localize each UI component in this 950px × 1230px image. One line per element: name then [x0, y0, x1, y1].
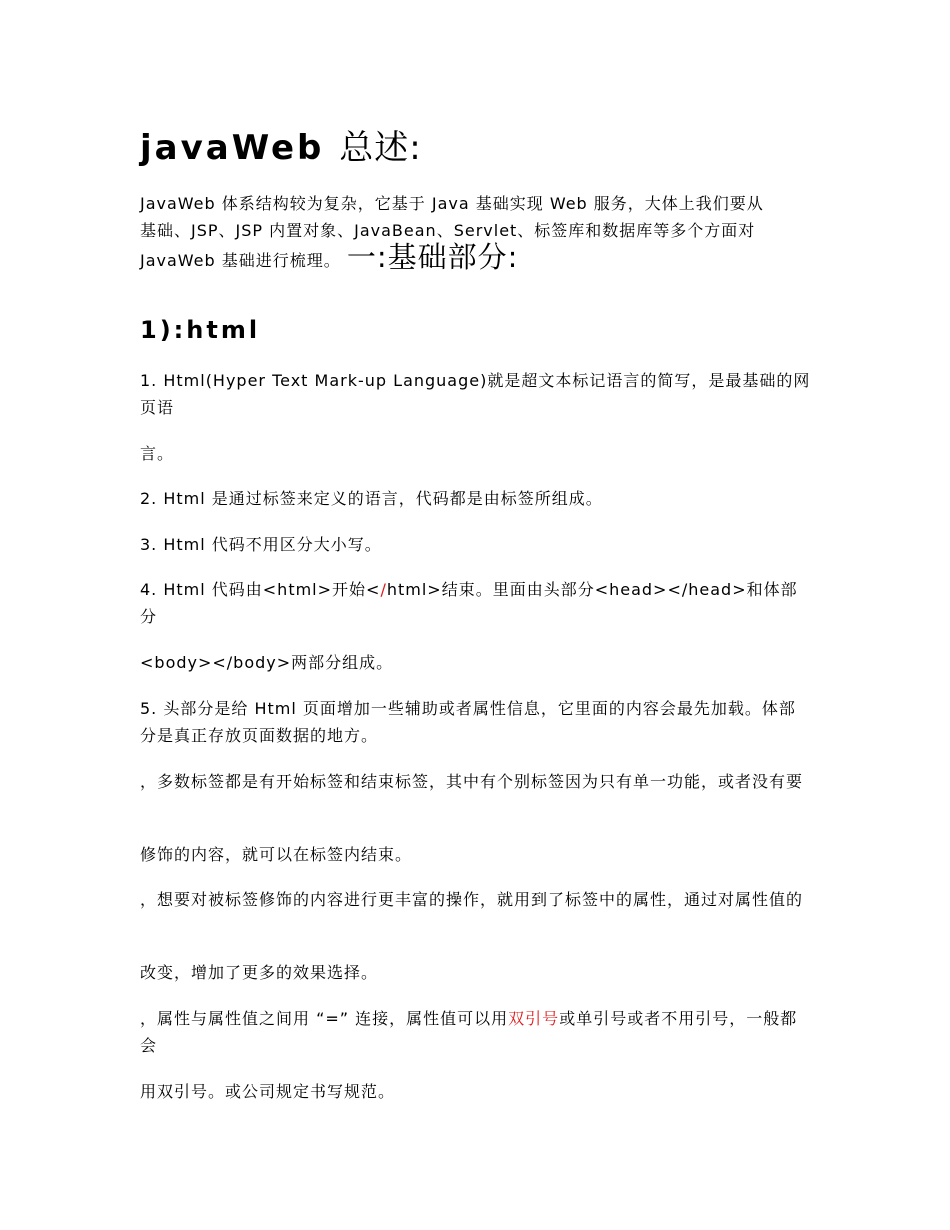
paragraph-2: 2. Html 是通过标签来定义的语言，代码都是由标签所组成。	[140, 489, 603, 508]
paragraph-1-text: 1. Html(Hyper Text Mark-up Language)就是超文本标记语言的简写，是最基础的网页语	[140, 371, 811, 417]
intro-line-1: JavaWeb 体系结构较为复杂，它基于 Java 基础实现 Web 服务，大体上我们要从	[140, 194, 764, 213]
paragraph-8-part-2: 或单引号或者不用引号，一般都会	[140, 1009, 798, 1055]
paragraph-4-part-2: html>结束。里面由头部分<head></head>和体部分	[140, 580, 798, 626]
paragraph-4-part-1: 4. Html 代码由<html>开始<	[140, 580, 381, 599]
paragraph-8-highlight: 双引号	[508, 1009, 560, 1028]
paragraph-4	[140, 576, 812, 630]
paragraph-7-continued: 改变，增加了更多的效果选择。	[140, 963, 379, 982]
page-title	[140, 126, 422, 170]
paragraph-1-continued: 言。	[140, 444, 175, 463]
subsection-heading: 1):html	[140, 316, 261, 344]
title-cn: 总述:	[339, 128, 422, 168]
intro-paragraph	[140, 190, 812, 274]
paragraph-8-part-1: ，属性与属性值之间用 “=” 连接，属性值可以用	[140, 1009, 509, 1028]
paragraph-4-slash: /	[380, 580, 387, 599]
title-latin: javaWeb	[140, 128, 325, 168]
paragraph-8-continued: 用双引号。或公司规定书写规范。	[140, 1082, 396, 1101]
section-heading: 一:基础部分:	[346, 240, 519, 274]
paragraph-3: 3. Html 代码不用区分大小写。	[140, 535, 382, 554]
paragraph-6: ，多数标签都是有开始标签和结束标签，其中有个别标签因为只有单一功能，或者没有要	[140, 772, 804, 791]
paragraph-1	[140, 367, 812, 421]
paragraph-6-continued: 修饰的内容，就可以在标签内结束。	[140, 845, 413, 864]
paragraph-4-continued: <body></body>两部分组成。	[140, 653, 394, 672]
paragraph-8	[140, 1005, 812, 1059]
paragraph-7: ，想要对被标签修饰的内容进行更丰富的操作，就用到了标签中的属性，通过对属性值的	[140, 890, 804, 909]
paragraph-5: 5. 头部分是给 Html 页面增加一些辅助或者属性信息，它里面的内容会最先加载。体部分是真正存放页面数据的地方。	[140, 699, 796, 745]
intro-line-2: 基础、JSP、JSP 内置对象、JavaBean、Servlet、标签库和数据库等多个方面对	[140, 221, 756, 240]
intro-line-3: JavaWeb 基础进行梳理。	[140, 251, 341, 270]
